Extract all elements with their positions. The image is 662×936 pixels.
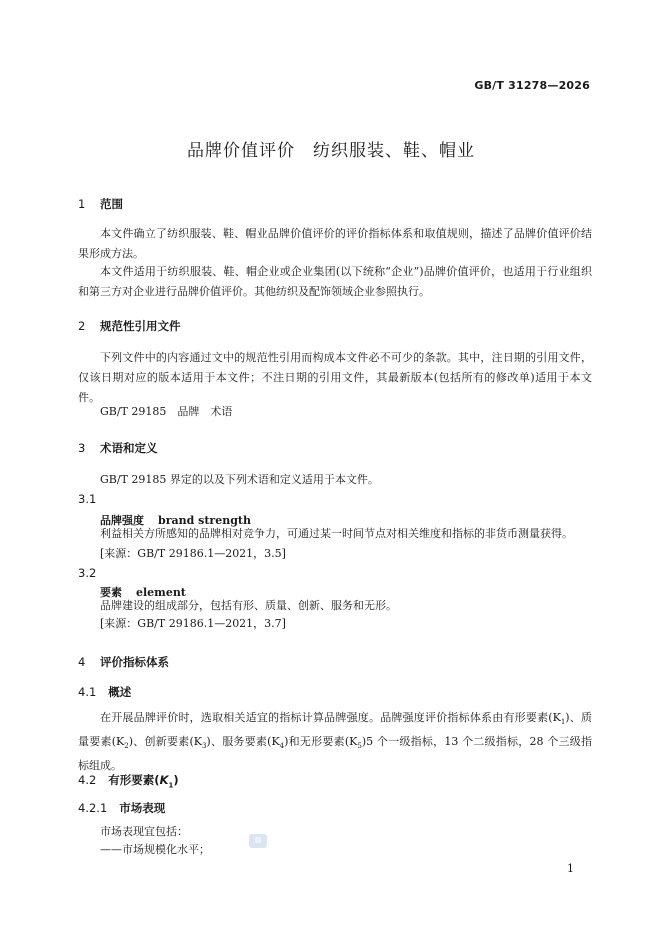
- term-en: element: [136, 586, 186, 599]
- watermark-logo-icon: ▤: [249, 834, 267, 848]
- term-en: brand strength: [158, 514, 251, 527]
- standard-number: GB/T 31278—2026: [474, 79, 590, 92]
- section-number: 2: [78, 319, 86, 333]
- section-number: 4: [78, 655, 86, 669]
- subsection-4-2-1-heading: [78, 800, 165, 816]
- term-number: 3.2: [78, 566, 97, 580]
- section-number: 1: [78, 197, 86, 211]
- section-3-heading: [78, 440, 158, 456]
- term-cn: 要素: [100, 586, 122, 599]
- section-number: 3: [78, 441, 86, 455]
- section-title: 术语和定义: [100, 441, 158, 455]
- subsection-4-1-heading: [78, 684, 131, 700]
- term-source: [来源：GB/T 29186.1—2021，3.7]: [100, 617, 286, 630]
- paragraph: 下列文件中的内容通过文中的规范性引用而构成本文件必不可少的条款。其中，注日期的引用文件，仅该日期对应的版本适用于本文件；不注日期的引用文件，其最新版本(包括所有的修改单)适用于本文件。: [78, 351, 592, 404]
- subsection-4-2-heading: 4.2 有形要素$(K_1)$: [78, 773, 179, 790]
- term-number: 3.1: [78, 492, 97, 506]
- paragraph: GB/T 29185 界定的以及下列术语和定义适用于本文件。: [100, 473, 379, 486]
- term-source: [来源：GB/T 29186.1—2021，3.5]: [100, 547, 286, 560]
- section-title: 规范性引用文件: [100, 319, 181, 333]
- page-number: 1: [567, 862, 574, 875]
- paragraph: 本文件适用于纺织服装、鞋、帽企业或企业集团(以下统称“企业”)品牌价值评价，也适用于行业组织和第三方对企业进行品牌价值评价。其他纺织及配饰领域企业参照执行。: [78, 265, 592, 298]
- document-title: 品牌价值评价 纺织服装、鞋、帽业: [187, 141, 475, 161]
- section-4-heading: [78, 654, 169, 670]
- subsection-title: 有形要素(: [108, 773, 160, 787]
- subsection-number: 4.2: [78, 773, 97, 787]
- subsection-number: 4.2.1: [78, 801, 108, 815]
- section-1-heading: [78, 196, 123, 212]
- term-cn: 品牌强度: [100, 514, 144, 527]
- paragraph: 在开展品牌评价时，选取相关适宜的指标计算品牌强度。品牌强度评价指标体系由有形要素$(K_1)$、质量要素$(K_2)$、创新要素$(K_3)$、服务要素$(K_4)$和无形要素$(K_5)5$ 个一级指标，13 个二级指标，28 个三级指标组成。: [78, 711, 592, 773]
- paragraph: 本文件确立了纺织服装、鞋、帽业品牌价值评价的评价指标体系和取值规则，描述了品牌价值评价结果形成方法。: [78, 227, 592, 260]
- section-2-heading: [78, 318, 181, 334]
- list-intro: 市场表现宜包括：: [100, 825, 188, 838]
- section-title: 评价指标体系: [100, 655, 169, 669]
- term-definition: 品牌建设的组成部分，包括有形、质量、创新、服务和无形。: [100, 599, 397, 612]
- subsection-title: 市场表现: [119, 801, 166, 815]
- subsection-title: 概述: [108, 685, 132, 699]
- subsection-number: 4.1: [78, 685, 97, 699]
- reference-item: GB/T 29185 品牌 术语: [100, 405, 233, 418]
- section-title: 范围: [100, 197, 123, 211]
- term-definition: 利益相关方所感知的品牌相对竞争力，可通过某一时间节点对相关维度和指标的非货币测量获得。: [100, 527, 573, 540]
- list-item: ——市场规模化水平；: [100, 843, 210, 856]
